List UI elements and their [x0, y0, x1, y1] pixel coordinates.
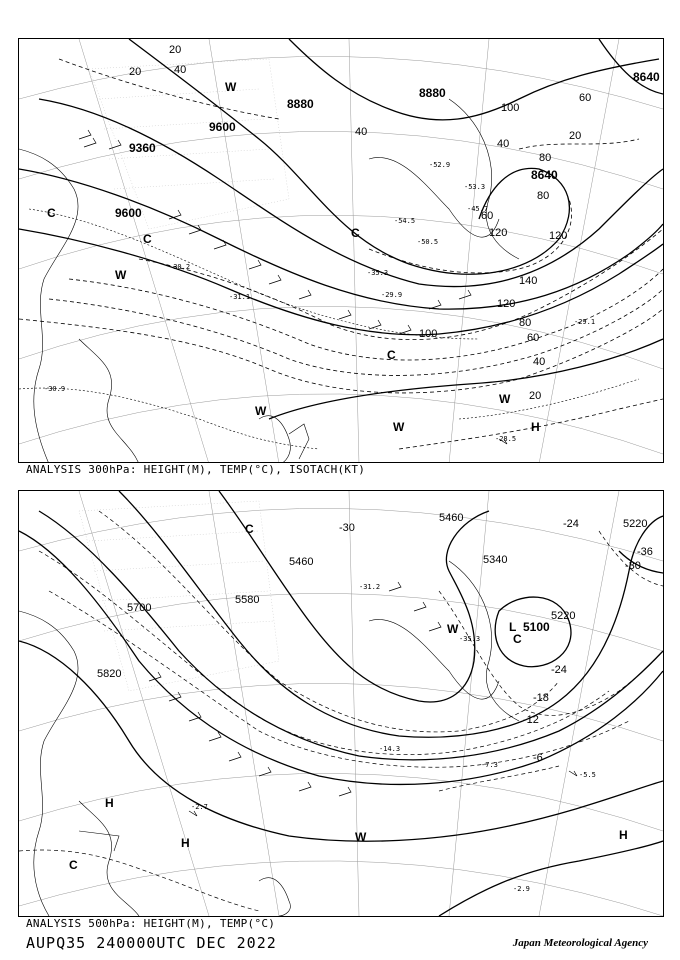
- height-label: 5820: [97, 668, 122, 680]
- warm-marker: W: [447, 622, 459, 636]
- cold-markers-300: [47, 206, 396, 362]
- low-markers-500: [509, 620, 516, 634]
- isotach-label: 100: [501, 102, 520, 114]
- temp-label: -24: [563, 518, 579, 530]
- isotach-label: 80: [537, 190, 550, 202]
- isotach-label: 20: [529, 390, 542, 402]
- isotach-label: 120: [497, 298, 516, 310]
- temp-label: -30.9: [44, 385, 66, 393]
- isotach-label: 80: [519, 317, 532, 329]
- coastlines: [19, 99, 519, 463]
- isotach-label: 20: [169, 44, 182, 56]
- map-panel-500hpa: [18, 490, 664, 917]
- warm-marker: W: [115, 268, 127, 282]
- height-label: 5580: [235, 594, 260, 606]
- height-label: 9360: [129, 141, 156, 155]
- temp-label: -31.1: [229, 293, 251, 301]
- warm-marker: W: [355, 830, 367, 844]
- high-marker: H: [531, 420, 540, 434]
- caption-300hpa: ANALYSIS 300hPa: HEIGHT(M), TEMP(°C), ISOTACH(KT): [26, 463, 366, 476]
- temp-label: -45.7: [467, 205, 489, 213]
- temp-label: -29.9: [381, 291, 403, 299]
- height-label: 5220: [623, 518, 648, 530]
- high-marker: H: [181, 836, 190, 850]
- warm-marker: W: [393, 420, 405, 434]
- height-label: 8880: [287, 97, 314, 111]
- temp-label: -2.7: [191, 803, 208, 811]
- cold-marker: C: [387, 348, 396, 362]
- isotach-label: 40: [497, 138, 510, 150]
- height-label: 8880: [419, 86, 446, 100]
- caption-500hpa: ANALYSIS 500hPa: HEIGHT(M), TEMP(°C): [26, 917, 276, 930]
- temp-label: -28.5: [495, 435, 517, 443]
- cold-markers-500: [69, 522, 522, 872]
- temp-label: -31.2: [359, 583, 381, 591]
- map-300hpa-svg: [19, 39, 663, 463]
- agency-name: Japan Meteorological Agency: [512, 937, 648, 949]
- cold-marker: C: [513, 632, 522, 646]
- isotach-label: 20: [569, 130, 582, 142]
- height-contours: [19, 491, 663, 916]
- isotach-label: 100: [419, 328, 438, 340]
- warm-marker: W: [499, 392, 511, 406]
- height-label: 9600: [115, 206, 142, 220]
- isotach-label: 60: [481, 210, 494, 222]
- cold-marker: C: [69, 858, 78, 872]
- temp-label: -24: [551, 664, 567, 676]
- temp-label: -7.3: [481, 761, 498, 769]
- high-markers-500: [105, 796, 628, 850]
- temp-label: -53.3: [464, 183, 486, 191]
- temp-label: -30: [339, 522, 355, 534]
- isotach-label: 120: [549, 230, 568, 242]
- height-label: 5460: [289, 556, 314, 568]
- height-label: 5100: [523, 620, 550, 634]
- low-marker: L: [509, 620, 517, 634]
- temp-label: -35.3: [459, 635, 481, 643]
- isotach-label: 20: [129, 66, 142, 78]
- temp-label: -6: [533, 752, 543, 764]
- high-marker: H: [105, 796, 114, 810]
- warm-marker: W: [225, 80, 237, 94]
- high-markers-300: [531, 420, 540, 434]
- isotach-label: 60: [579, 92, 592, 104]
- temp-label: -12: [523, 714, 539, 726]
- isotach-label: 80: [539, 152, 552, 164]
- height-label: 5340: [483, 554, 508, 566]
- height-label: 5220: [551, 610, 576, 622]
- temp-label: -36: [637, 546, 653, 558]
- high-marker: H: [619, 828, 628, 842]
- graticule: [19, 491, 663, 916]
- height-label: 8640: [633, 70, 660, 84]
- wind-barbs: [79, 130, 510, 444]
- temp-label: -2.9: [513, 885, 530, 893]
- height-labels-500: [97, 512, 647, 680]
- warm-marker: W: [255, 404, 267, 418]
- temp-label: -5.5: [579, 771, 596, 779]
- cold-marker: C: [47, 206, 56, 220]
- isotach-label: 120: [489, 227, 508, 239]
- warm-markers-500: [355, 622, 459, 844]
- cold-marker: C: [245, 522, 254, 536]
- temp-label: -29.1: [574, 318, 596, 326]
- height-label: 5700: [127, 602, 152, 614]
- isotach-label: 60: [527, 332, 540, 344]
- chart-code: AUPQ35 240000UTC DEC 2022: [26, 934, 277, 952]
- temp-label: -52.9: [429, 161, 451, 169]
- temp-labels-500: [191, 518, 653, 893]
- temp-label: -30.2: [169, 263, 191, 271]
- isotach-label: 40: [174, 64, 187, 76]
- cold-marker: C: [143, 232, 152, 246]
- coastlines: [19, 561, 519, 916]
- temp-label: -54.5: [394, 217, 416, 225]
- height-label: 8640: [531, 168, 558, 182]
- map-panel-300hpa: [18, 38, 664, 463]
- isotherm-lines: [19, 511, 663, 911]
- cold-marker: C: [351, 226, 360, 240]
- temp-label: -18: [533, 692, 549, 704]
- isotach-label: 40: [533, 356, 546, 368]
- height-label: 9600: [209, 120, 236, 134]
- height-contours: [19, 39, 663, 419]
- temp-label: -30: [625, 560, 641, 572]
- height-label: 5460: [439, 512, 464, 524]
- isotherm-lines: [19, 209, 639, 449]
- temp-label: -14.3: [379, 745, 401, 753]
- isotach-label: 40: [355, 126, 368, 138]
- isotach-label: 140: [519, 275, 538, 287]
- temp-label: -35.3: [367, 269, 389, 277]
- warm-markers-300: [115, 80, 511, 434]
- temp-label: -50.5: [417, 238, 439, 246]
- map-500hpa-svg: [19, 491, 663, 916]
